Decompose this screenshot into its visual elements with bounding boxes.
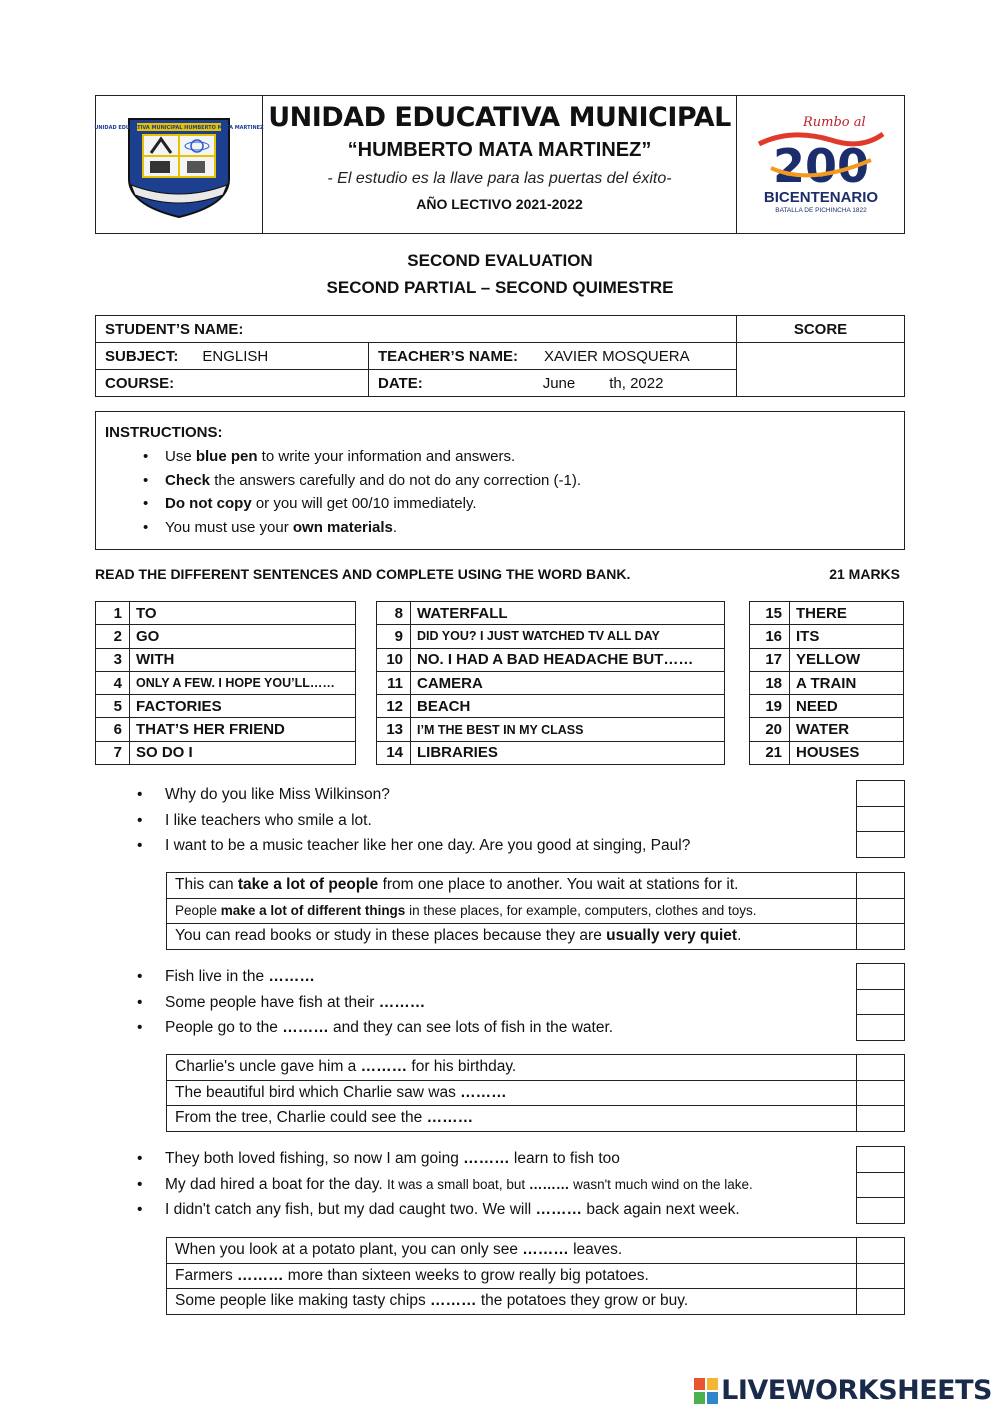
- word-bank-row: 9 DID YOU? I JUST WATCHED TV ALL DAY: [377, 625, 725, 648]
- word-bank-row: 14 LIBRARIES: [377, 741, 725, 764]
- answer-box[interactable]: [857, 924, 905, 950]
- word-bank-row: 7 SO DO I: [96, 741, 356, 764]
- question-group-6: [166, 1237, 905, 1315]
- question-text: You can read books or study in these places because they are usually very quiet.: [167, 924, 857, 950]
- word-bank-row: 17 YELLOW: [750, 648, 904, 671]
- liveworksheets-logo[interactable]: [694, 1375, 992, 1406]
- answer-box[interactable]: [857, 806, 905, 832]
- question-row: [167, 1289, 905, 1315]
- word-bank-row: 6 THAT’S HER FRIEND: [96, 718, 356, 741]
- word-bank-col2: [376, 601, 725, 765]
- question-row: [167, 873, 905, 899]
- bicentenario-cell: [737, 96, 904, 233]
- student-name-field[interactable]: [96, 316, 737, 343]
- answer-box[interactable]: [857, 1015, 905, 1041]
- question-item: • My dad hired a boat for the day. It was a small boat, but ……… wasn't much wind on the lake.: [137, 1172, 837, 1198]
- bicentenario-sub: BATALLA DE PICHINCHA 1822: [774, 206, 867, 214]
- word-bank-row: 2 GO: [96, 625, 356, 648]
- question-item: • I like teachers who smile a lot.: [137, 808, 837, 834]
- evaluation-title: SECOND EVALUATION: [407, 251, 593, 270]
- date-label: DATE:: [378, 374, 423, 392]
- date-rest: th, 2022: [609, 374, 664, 392]
- question-row: [167, 1106, 905, 1132]
- teacher-label: TEACHER’S NAME:: [378, 347, 519, 365]
- word-bank-row: 5 FACTORIES: [96, 695, 356, 718]
- question-group-1: [137, 782, 837, 859]
- word-bank-row: 16 ITS: [750, 625, 904, 648]
- question-text: Some people like making tasty chips ……… the potatoes they grow or buy.: [167, 1289, 857, 1315]
- student-info-table: [95, 315, 905, 397]
- word-bank-row: 4 ONLY A FEW. I HOPE YOU’LL……: [96, 671, 356, 694]
- word-bank-row: 21 HOUSES: [750, 741, 904, 764]
- word-bank-row: 15 THERE: [750, 602, 904, 625]
- bicentenario-script: Rumbo al: [802, 114, 866, 130]
- question-text: When you look at a potato plant, you can only see ……… leaves.: [167, 1238, 857, 1264]
- answer-boxes-group-5: [856, 1146, 905, 1224]
- word-bank-row: 3 WITH: [96, 648, 356, 671]
- answer-box[interactable]: [857, 1238, 905, 1264]
- word-bank-row: 19 NEED: [750, 695, 904, 718]
- instruction-item: • You must use your own materials.: [105, 516, 895, 540]
- teacher-cell: [369, 343, 737, 370]
- word-bank-row: 20 WATER: [750, 718, 904, 741]
- question-row: [167, 1238, 905, 1264]
- word-bank-row: 10 NO. I HAD A BAD HEADACHE BUT……: [377, 648, 725, 671]
- student-name-label: STUDENT’S NAME:: [105, 320, 244, 338]
- instructions-box: [95, 411, 905, 550]
- task-marks: 21 MARKS: [829, 566, 900, 582]
- answer-box[interactable]: [857, 1147, 905, 1173]
- question-item: • Fish live in the ………: [137, 964, 837, 990]
- school-crest-cell: [96, 96, 263, 233]
- bicentenario-number: 200: [772, 138, 869, 193]
- date-month: June: [542, 374, 576, 392]
- question-item: • I want to be a music teacher like her one day. Are you good at singing, Paul?: [137, 833, 837, 859]
- question-group-3: [137, 964, 837, 1041]
- instruction-item: • Use blue pen to write your information and answers.: [105, 445, 895, 469]
- header-box: [95, 95, 905, 234]
- school-motto: - El estudio es la llave para las puertas del éxito-: [327, 170, 672, 187]
- header-title-block: [263, 96, 737, 233]
- liveworksheets-text: LIVEWORKSHEETS: [721, 1375, 992, 1406]
- question-text: Charlie's uncle gave him a ……… for his birthday.: [167, 1055, 857, 1081]
- question-item: • Some people have fish at their ………: [137, 990, 837, 1016]
- answer-box[interactable]: [857, 832, 905, 858]
- subject-cell: [96, 343, 369, 370]
- question-item: • People go to the ……… and they can see lots of fish in the water.: [137, 1015, 837, 1041]
- instruction-item: • Check the answers carefully and do not do any correction (-1).: [105, 469, 895, 493]
- crest-text: UNIDAD EDUCATIVA MUNICIPAL HUMBERTO MATA MARTINEZ: [94, 124, 264, 131]
- bicentenario-logo: [751, 110, 891, 220]
- question-text: Farmers ……… more than sixteen weeks to grow really big potatoes.: [167, 1263, 857, 1289]
- word-bank-row: 12 BEACH: [377, 695, 725, 718]
- answer-box[interactable]: [857, 1289, 905, 1315]
- instruction-item: • Do not copy or you will get 00/10 immediately.: [105, 492, 895, 516]
- school-crest-logo: [94, 109, 264, 221]
- instructions-title: INSTRUCTIONS:: [105, 424, 223, 441]
- evaluation-subtitle: SECOND PARTIAL – SECOND QUIMESTRE: [326, 278, 674, 297]
- question-text: People make a lot of different things in these places, for example, computers, clothes and toys.: [167, 898, 857, 924]
- school-year: AÑO LECTIVO 2021-2022: [416, 196, 583, 212]
- answer-box[interactable]: [857, 781, 905, 807]
- question-group-4: [166, 1054, 905, 1132]
- score-field[interactable]: [737, 343, 905, 397]
- question-item: • They both loved fishing, so now I am going ……… learn to fish too: [137, 1146, 837, 1172]
- school-subtitle: “HUMBERTO MATA MARTINEZ”: [347, 139, 652, 161]
- question-row: [167, 924, 905, 950]
- answer-box[interactable]: [857, 873, 905, 899]
- answer-box[interactable]: [857, 964, 905, 990]
- instructions-list: [105, 445, 895, 539]
- bicentenario-word: BICENTENARIO: [763, 188, 878, 206]
- word-bank-row: 13 I’M THE BEST IN MY CLASS: [377, 718, 725, 741]
- answer-box[interactable]: [857, 1080, 905, 1106]
- question-item: • Why do you like Miss Wilkinson?: [137, 782, 837, 808]
- word-bank-row: 11 CAMERA: [377, 671, 725, 694]
- question-row: [167, 1080, 905, 1106]
- answer-box[interactable]: [857, 1263, 905, 1289]
- question-text: The beautiful bird which Charlie saw was ………: [167, 1080, 857, 1106]
- task-heading: [95, 566, 900, 582]
- word-bank-row: 8 WATERFALL: [377, 602, 725, 625]
- question-item: • I didn't catch any fish, but my dad caught two. We will ……… back again next week.: [137, 1197, 837, 1223]
- answer-boxes-group-3: [856, 963, 905, 1041]
- answer-box[interactable]: [857, 989, 905, 1015]
- question-row: [167, 1263, 905, 1289]
- question-row: [167, 898, 905, 924]
- answer-box[interactable]: [857, 1055, 905, 1081]
- date-field[interactable]: [369, 370, 737, 397]
- question-row: [167, 1055, 905, 1081]
- answer-box[interactable]: [857, 898, 905, 924]
- word-bank-col1: [95, 601, 356, 765]
- word-bank-row: 1 TO: [96, 602, 356, 625]
- score-label: SCORE: [737, 316, 905, 343]
- question-text: From the tree, Charlie could see the ………: [167, 1106, 857, 1132]
- liveworksheets-icon: [694, 1378, 718, 1404]
- word-bank-col3: [749, 601, 904, 765]
- answer-box[interactable]: [857, 1172, 905, 1198]
- subject-label: SUBJECT:: [105, 347, 179, 365]
- question-group-2: [166, 872, 905, 950]
- subject-value: ENGLISH: [202, 347, 269, 365]
- word-bank-row: 18 A TRAIN: [750, 671, 904, 694]
- course-label: COURSE:: [105, 374, 175, 392]
- answer-box[interactable]: [857, 1198, 905, 1224]
- answer-box[interactable]: [857, 1106, 905, 1132]
- question-group-5: [137, 1146, 837, 1223]
- question-text: This can take a lot of people from one place to another. You wait at stations for it.: [167, 873, 857, 899]
- task-title: READ THE DIFFERENT SENTENCES AND COMPLETE USING THE WORD BANK.: [95, 566, 631, 582]
- school-name: UNIDAD EDUCATIVA MUNICIPAL: [268, 102, 731, 133]
- answer-boxes-group-1: [856, 780, 905, 858]
- course-field[interactable]: [96, 370, 369, 397]
- teacher-value: XAVIER MOSQUERA: [544, 347, 690, 365]
